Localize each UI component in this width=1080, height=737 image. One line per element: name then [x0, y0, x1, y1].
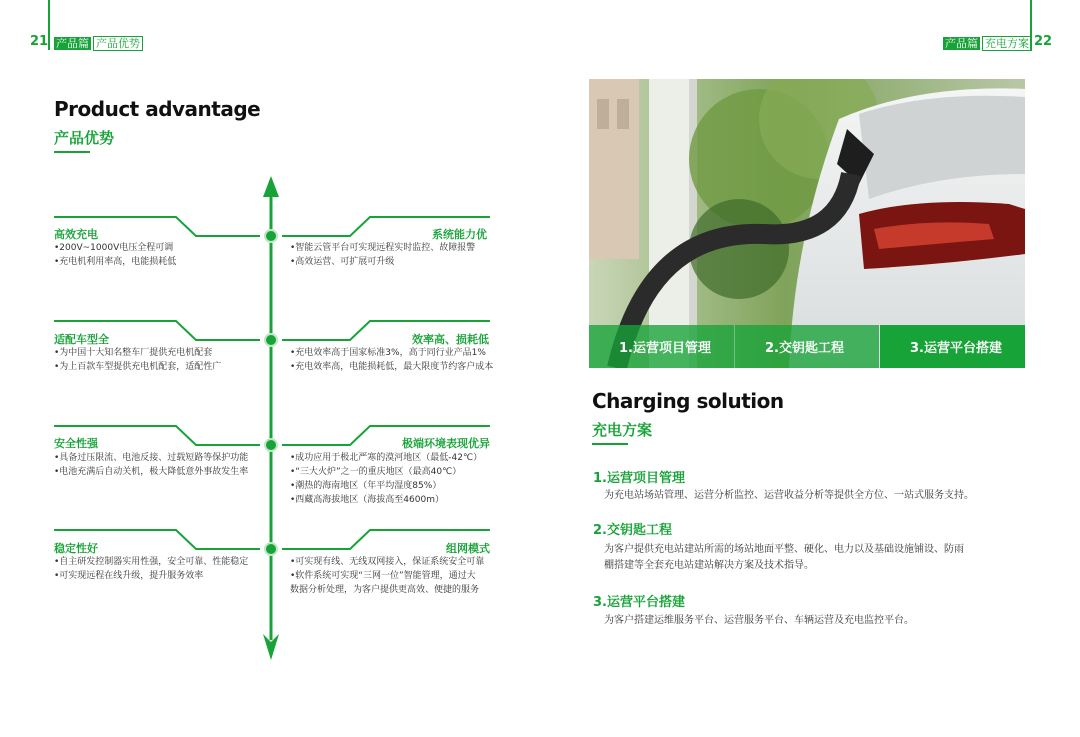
feature-title: 适配车型全 — [54, 333, 109, 346]
right-tag-chapter: 充电方案 — [982, 36, 1032, 51]
feature-title: 稳定性好 — [54, 542, 98, 555]
solution-heading: 1.运营项目管理 — [593, 471, 685, 486]
solution-tab-2[interactable]: 2.交钥匙工程 — [734, 325, 879, 368]
timeline-node — [264, 229, 278, 243]
feature-line: •可实现有线、无线双网接入，保证系统安全可靠 — [290, 557, 485, 567]
solution-text: 为客户提供充电站建站所需的场站地面平整、硬化、电力以及基础设施铺设、防雨 — [604, 544, 964, 555]
feature-line: •自主研发控制器实用性强，安全可靠、性能稳定 — [54, 557, 249, 567]
product-advantage-title-en: Product advantage — [54, 97, 261, 121]
feature-line: •具备过压限流、电池反接、过载短路等保护功能 — [54, 453, 249, 463]
left-tag-chapter: 产品优势 — [93, 36, 143, 51]
feature-line: •电池充满后自动关机，极大降低意外事故发生率 — [54, 467, 249, 477]
right-section-tag — [943, 35, 1032, 51]
feature-title: 组网模式 — [446, 542, 490, 555]
solution-text: 为充电站场站管理、运营分析监控、运营收益分析等提供全方位、一站式服务支持。 — [604, 490, 974, 501]
right-tag-book: 产品篇 — [945, 37, 978, 50]
feature-line: •成功应用于极北严寒的漠河地区（最低-42℃） — [290, 453, 483, 463]
feature-title: 效率高、损耗低 — [412, 333, 489, 346]
charging-solution-title-cn: 充电方案 — [592, 421, 653, 439]
feature-line: •为中国十大知名整车厂提供充电机配套 — [54, 348, 213, 358]
feature-line: •智能云管平台可实现远程实时监控、故障报警 — [290, 243, 476, 253]
feature-line: •为上百款车型提供充电机配套，适配性广 — [54, 362, 222, 372]
feature-line: •充电机利用率高，电能损耗低 — [54, 257, 177, 267]
feature-line: •高效运营、可扩展可升级 — [290, 257, 395, 267]
timeline-node — [264, 438, 278, 452]
timeline-node — [264, 542, 278, 556]
solution-text: 棚搭建等全套充电站建站解决方案及技术指导。 — [604, 560, 814, 571]
solution-heading: 2.交钥匙工程 — [593, 523, 672, 538]
charging-solution-title-en: Charging solution — [592, 389, 784, 413]
solution-heading: 3.运营平台搭建 — [593, 595, 685, 610]
feature-line: •充电效率高于国家标准3%，高于同行业产品1% — [290, 348, 486, 358]
title-underline — [592, 443, 628, 445]
solution-text: 为客户搭建运维服务平台、运营服务平台、车辆运营及充电监控平台。 — [604, 615, 914, 626]
feature-line: •潮热的海南地区（年平均湿度85%） — [290, 481, 442, 491]
feature-line: •西藏高海拔地区（海拔高至4600m） — [290, 495, 444, 505]
feature-title: 高效充电 — [54, 228, 98, 241]
feature-title: 安全性强 — [54, 437, 98, 450]
feature-line: •200V~1000V电压全程可调 — [54, 243, 174, 253]
feature-line: •“三大火炉”之一的重庆地区（最高40℃） — [290, 467, 462, 477]
right-page-number: 22 — [1034, 34, 1053, 49]
left-tag-book: 产品篇 — [56, 37, 89, 50]
product-advantage-title-cn: 产品优势 — [54, 129, 115, 147]
timeline-node — [264, 333, 278, 347]
feature-line: •可实现远程在线升级，提升服务效率 — [54, 571, 204, 581]
feature-title: 极端环境表现优异 — [402, 437, 490, 450]
feature-line: •充电效率高，电能损耗低，最大限度节约客户成本 — [290, 362, 494, 372]
solution-tab-3[interactable]: 3.运营平台搭建 — [880, 325, 1025, 368]
solution-tab-1[interactable]: 1.运营项目管理 — [589, 325, 734, 368]
left-page-number: 21 — [30, 34, 49, 49]
feature-title: 系统能力优 — [432, 228, 487, 241]
feature-line: 数据分析处理，为客户提供更高效、便捷的服务 — [290, 585, 480, 595]
feature-line: •软件系统可实现“三网一位”智能管理，通过大 — [290, 571, 476, 581]
